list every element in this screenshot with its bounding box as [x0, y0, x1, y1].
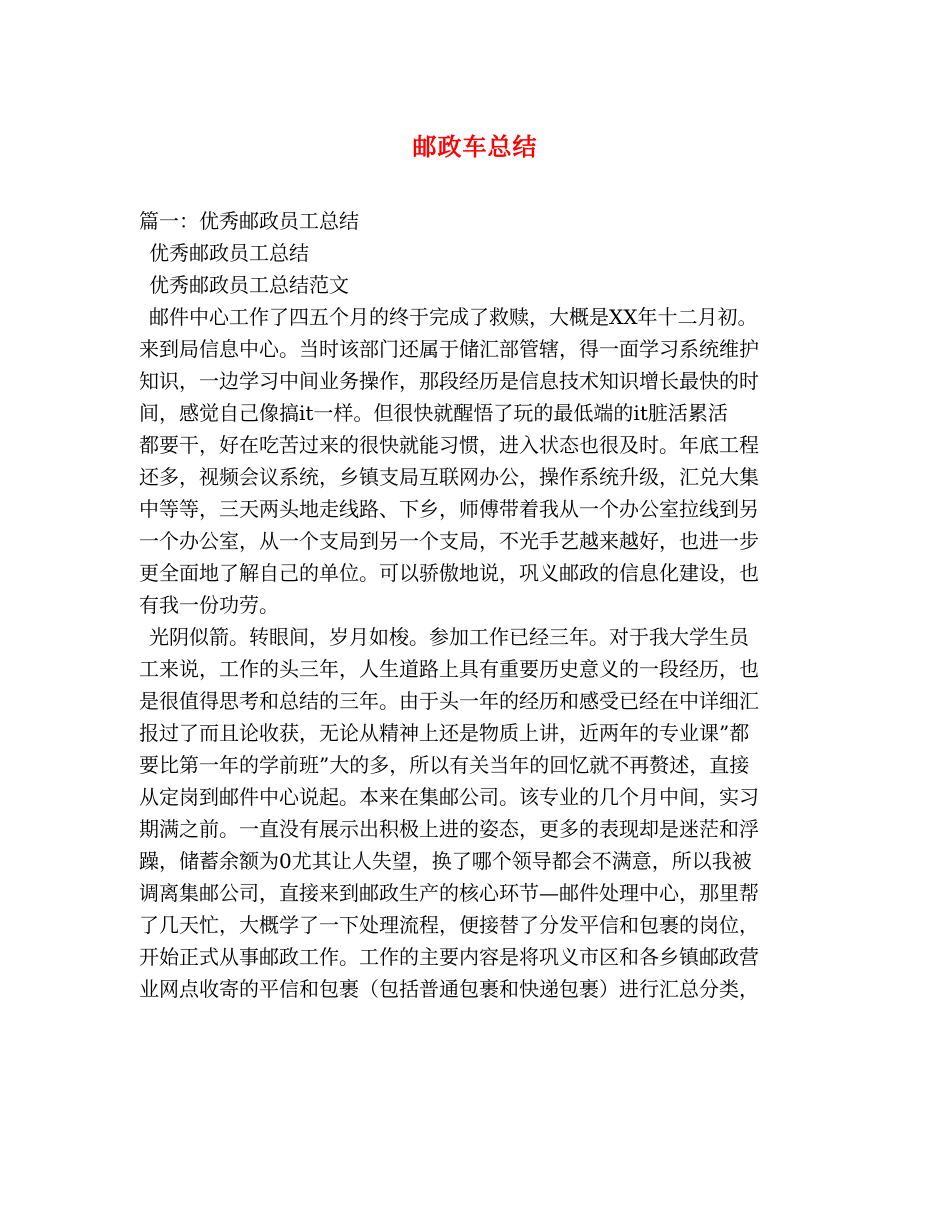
paragraph-line: 间，感觉自己像搞it一样。但很快就醒悟了玩的最低端的it脏活累活 [139, 401, 728, 425]
paragraph-line: 业网点收寄的平信和包裹（包括普通包裹和快递包裹）进行汇总分类， [139, 977, 759, 1001]
paragraph-line: 报过了而且论收获，无论从精神上还是物质上讲，近两年的专业课”都 [139, 721, 750, 745]
paragraph-line: 还多，视频会议系统，乡镇支局互联网办公，操作系统升级，汇兑大集 [139, 465, 759, 489]
paragraph-line: 期满之前。一直没有展示出积极上进的姿态，更多的表现却是迷茫和浮 [139, 817, 759, 841]
paragraph-line: 更全面地了解自己的单位。可以骄傲地说，巩义邮政的信息化建设，也 [139, 561, 759, 585]
sub-heading: 优秀邮政员工总结 [149, 241, 309, 265]
paragraph-line: 中等等，三天两头地走线路、下乡，师傅带着我从一个办公室拉线到另 [139, 497, 759, 521]
paragraph-line: 调离集邮公司，直接来到邮政生产的核心环节—邮件处理中心，那里帮 [139, 881, 759, 905]
paragraph-line: 知识，一边学习中间业务操作，那段经历是信息技术知识增长最快的时 [139, 369, 759, 393]
paragraph-line: 是很值得思考和总结的三年。由于头一年的经历和感受已经在中详细汇 [139, 689, 759, 713]
paragraph-line: 工来说，工作的头三年，人生道路上具有重要历史意义的一段经历，也 [139, 657, 759, 681]
paragraph-line: 有我一份功劳。 [139, 593, 279, 617]
paragraph-line: 开始正式从事邮政工作。工作的主要内容是将巩义市区和各乡镇邮政营 [139, 945, 759, 969]
paragraph-line: 一个办公室，从一个支局到另一个支局，不光手艺越来越好，也进一步 [139, 529, 759, 553]
paragraph-line: 躁，储蓄余额为0尤其让人失望，换了哪个领导都会不满意，所以我被 [139, 849, 752, 873]
paragraph-line: 来到局信息中心。当时该部门还属于储汇部管辖，得一面学习系统维护 [139, 337, 759, 361]
paragraph-line: 光阴似箭。转眼间，岁月如梭。参加工作已经三年。对于我大学生员 [149, 625, 749, 649]
document-body [139, 205, 819, 1037]
section-heading: 篇一：优秀邮政员工总结 [139, 209, 359, 233]
sub-heading: 优秀邮政员工总结范文 [149, 273, 349, 297]
paragraph-line: 都要干，好在吃苦过来的很快就能习惯，进入状态也很及时。年底工程 [139, 433, 759, 457]
paragraph-line [139, 1005, 819, 1037]
document-title: 邮政车总结 [412, 133, 538, 161]
paragraph-line: 要比第一年的学前班”大的多，所以有关当年的回忆就不再赘述，直接 [139, 753, 750, 777]
paragraph-line: 了几天忙，大概学了一下处理流程，便接替了分发平信和包裹的岗位， [139, 913, 759, 937]
paragraph-line: 邮件中心工作了四五个月的终于完成了救赎，大概是XX年十二月初。 [149, 305, 758, 329]
paragraph-line: 从定岗到邮件中心说起。本来在集邮公司。该专业的几个月中间，实习 [139, 785, 759, 809]
